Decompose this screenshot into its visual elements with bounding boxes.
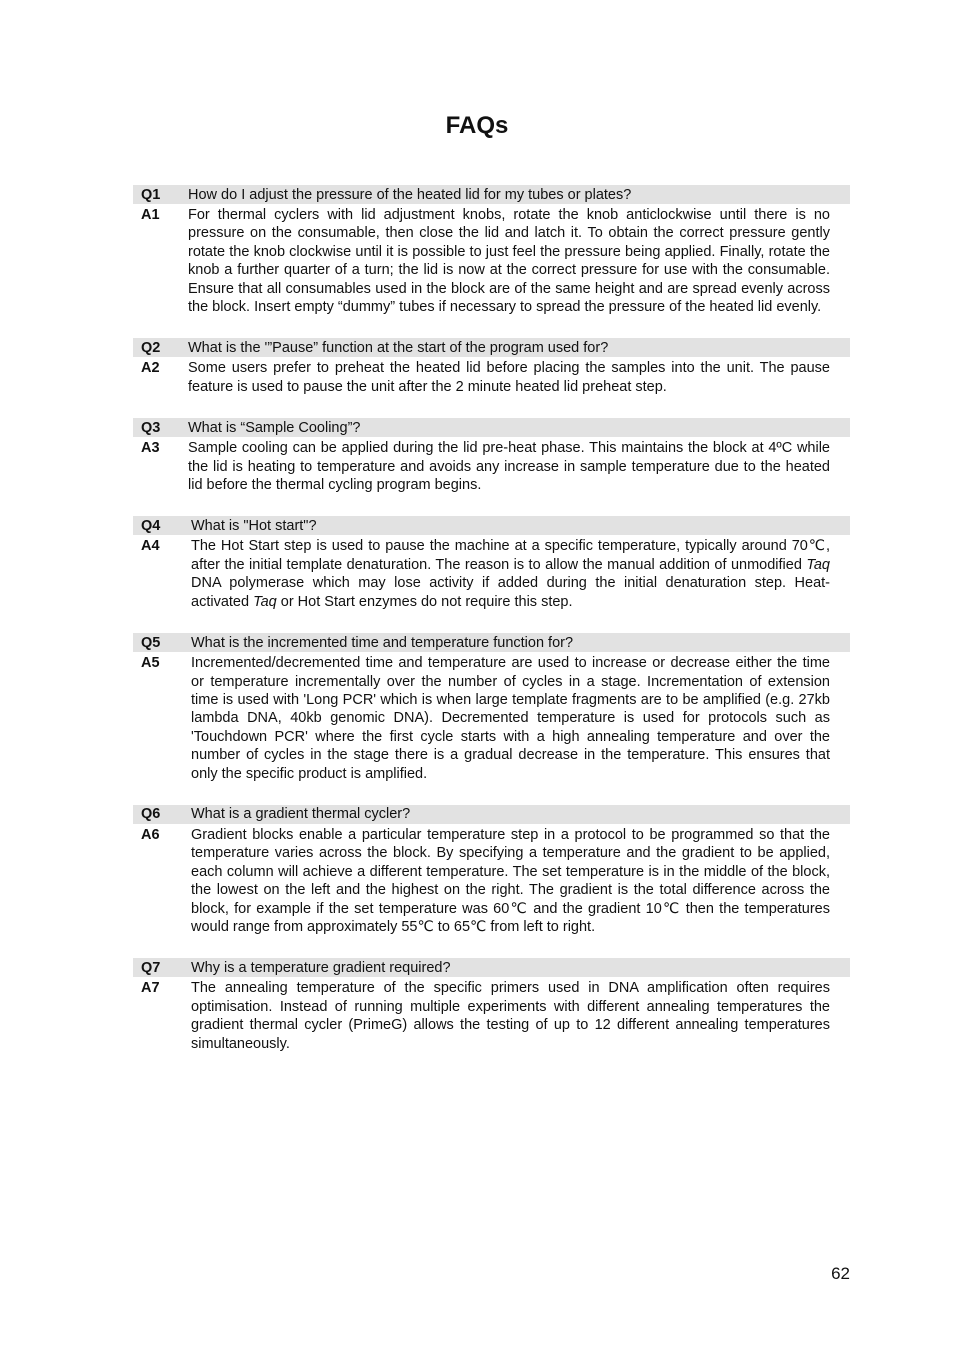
answer-label: A4 [141,538,160,555]
answer-row [133,979,850,1053]
question-label: Q7 [141,959,161,976]
answer-text [191,537,830,611]
taq-italic: Taq [253,593,277,610]
page-title: FAQs [445,112,509,139]
taq-italic: Taq [806,556,830,573]
question-text: What is a gradient thermal cycler? [191,806,411,823]
question-text: Why is a temperature gradient required? [191,959,451,976]
answer-row [133,654,850,783]
answer-row [133,537,850,611]
answer-text [188,206,830,316]
page-number: 62 [831,1264,850,1283]
question-text: What is the incremented time and temperature function for? [191,634,574,651]
faq-item [133,185,850,316]
answer-text [191,979,830,1053]
question-row [133,185,850,204]
answer-row [133,439,850,494]
question-label: Q5 [141,634,161,651]
answer-text-part: For thermal cyclers with lid adjustment knobs, rotate the knob anticlockwise until there is no pressure on the consumable, then close the lid and latch it. To obtain the correct pressure gently rotate the knob clockwise until it is possible to just feel the pressure being applied. Finally, rotate the knob a further quarter of a turn; the lid is now at the correct pressure for use with the consumable. Ensure that all consumables used in the block are of the same height and are spread evenly across the block. Insert empty “dummy” tubes if necessary to spread the pressure of the heated lid evenly. [188,207,830,316]
faq-item [133,338,850,396]
faq-item [133,805,850,936]
answer-text-part: Sample cooling can be applied during the lid pre-heat phase. This maintains the block at 4ºC while the lid is heating to temperature and avoids any increase in sample temperature due to the heated lid before the thermal cycling program begins. [188,440,830,494]
question-text: How do I adjust the pressure of the heated lid for my tubes or plates? [188,186,632,203]
question-label: Q2 [141,339,161,356]
answer-text-part: DNA polymerase which may lose activity if added during the initial denaturation step. Heat-activated [191,575,830,610]
question-row [133,805,850,824]
question-label: Q1 [141,186,161,203]
answer-row [133,359,850,396]
answer-text-part: The Hot Start step is used to pause the machine at a specific temperature, typically around 70℃, after the initial template denaturation. The reason is to allow the manual addition of unmodified [191,538,830,573]
answer-label: A3 [141,440,160,457]
faq-list [133,185,850,1075]
question-row [133,633,850,652]
question-label: Q4 [141,517,161,534]
question-text: What is “Sample Cooling”? [188,419,361,436]
question-text: What is the '”Pause” function at the start of the program used for? [188,339,609,356]
answer-text [188,439,830,494]
question-label: Q6 [141,806,161,823]
question-label: Q3 [141,419,161,436]
question-row [133,418,850,437]
answer-row [133,826,850,936]
answer-text-part: Incremented/decremented time and temperature are used to increase or decrease either the time or temperature incrementally over the number of cycles in a stage. Incrementation of extension time is used with 'Long PCR' which is when large template fragments are to be amplified (e.g. 27kb lambda DNA, 40kb genomic DNA). Decremented temperature is used for protocols such as 'Touchdown PCR' where the first cycle starts with a high annealing temperature and over the number of cycles in the stage there is a gradual decrease in the temperature. This ensures that only the specific product is amplified. [191,655,830,782]
question-row [133,958,850,977]
answer-text [191,826,830,936]
question-row [133,516,850,535]
answer-text-part: Some users prefer to preheat the heated lid before placing the samples into the unit. The pause feature is used to pause the unit after the 2 minute heated lid preheat step. [188,360,830,395]
answer-text [188,359,830,396]
answer-text [191,654,830,783]
answer-label: A1 [141,207,160,223]
question-row [133,338,850,357]
faq-item [133,958,850,1053]
answer-row [133,206,850,316]
answer-text-part: or Hot Start enzymes do not require this step. [276,593,573,610]
answer-text-part: Gradient blocks enable a particular temperature step in a protocol to be programmed so that the temperature varies across the block. By specifying a temperature and the gradient to be applied, each column will achieve a different temperature. The set temperature is in the middle of the block, the lowest on the left and the highest on the right. The gradient is the total difference across the block, for example if the set temperature was 60℃ and the gradient 10℃ then the temperatures would range from approximately 55℃ to 65℃ from left to right. [191,826,830,935]
faq-item [133,516,850,611]
faq-item [133,418,850,494]
answer-label: A6 [141,826,160,843]
question-text: What is "Hot start"? [191,517,317,534]
answer-label: A7 [141,980,160,997]
faq-item [133,633,850,783]
answer-label: A2 [141,360,160,377]
answer-label: A5 [141,655,160,672]
answer-text-part: The annealing temperature of the specific primers used in DNA amplification often requires optimisation. Instead of running multiple experiments with different annealing temperatures the gradient thermal cycler (PrimeG) allows the testing of up to 12 different annealing temperatures simultaneously. [191,980,830,1052]
